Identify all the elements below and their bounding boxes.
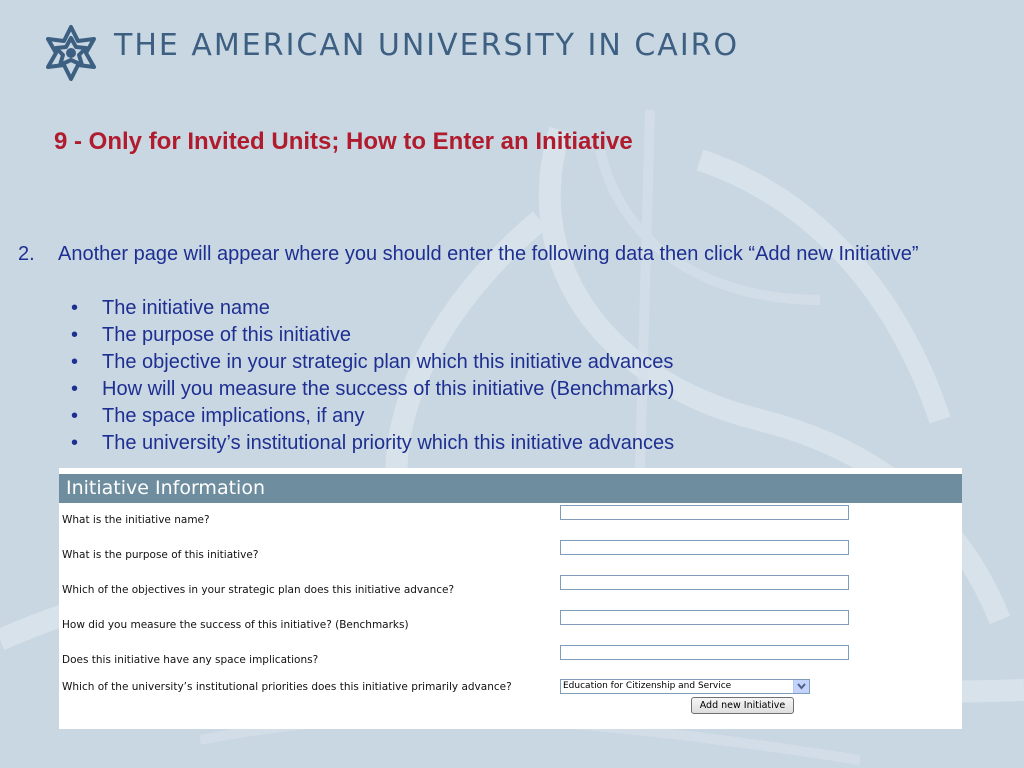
initiative-purpose-input[interactable] bbox=[560, 540, 849, 555]
initiative-name-label: What is the initiative name? bbox=[62, 514, 210, 526]
bullet-item bbox=[71, 403, 674, 430]
initiative-purpose-label: What is the purpose of this initiative? bbox=[62, 549, 259, 561]
bullet-text: The objective in your strategic plan which this initiative advances bbox=[102, 351, 674, 373]
bullet-text: The purpose of this initiative bbox=[102, 324, 352, 346]
bullet-icon: • bbox=[71, 297, 79, 319]
bullet-item bbox=[71, 376, 674, 403]
chevron-down-icon[interactable] bbox=[793, 680, 809, 693]
form-header: Initiative Information bbox=[59, 474, 962, 503]
benchmarks-input[interactable] bbox=[560, 610, 849, 625]
space-implications-label: Does this initiative have any space implications? bbox=[62, 654, 319, 666]
bullet-text: The space implications, if any bbox=[102, 405, 365, 427]
bullet-icon: • bbox=[71, 351, 79, 373]
bullet-icon: • bbox=[71, 324, 79, 346]
slide-title: 9 - Only for Invited Units; How to Enter an Initiative bbox=[54, 128, 633, 155]
step-number: 2. bbox=[18, 243, 35, 265]
add-new-initiative-button[interactable]: Add new Initiative bbox=[691, 697, 794, 714]
institutional-priority-label: Which of the university’s institutional priorities does this initiative primarily advance? bbox=[62, 681, 512, 693]
bullet-item bbox=[71, 349, 674, 376]
bullet-text: The initiative name bbox=[102, 297, 270, 319]
bullet-icon: • bbox=[71, 432, 79, 454]
step-text: Another page will appear where you should enter the following data then click “Add new Initiative” bbox=[58, 243, 919, 265]
bullet-item bbox=[71, 430, 674, 457]
strategic-objective-input[interactable] bbox=[560, 575, 849, 590]
bullet-icon: • bbox=[71, 405, 79, 427]
bullet-item bbox=[71, 322, 674, 349]
auc-star-logo-icon bbox=[42, 24, 100, 82]
bullet-item bbox=[71, 295, 674, 322]
benchmarks-label: How did you measure the success of this initiative? (Benchmarks) bbox=[62, 619, 409, 631]
bullet-list bbox=[71, 295, 674, 457]
initiative-name-input[interactable] bbox=[560, 505, 849, 520]
bullet-text: How will you measure the success of this initiative (Benchmarks) bbox=[102, 378, 675, 400]
bullet-icon: • bbox=[71, 378, 79, 400]
strategic-objective-label: Which of the objectives in your strategic plan does this initiative advance? bbox=[62, 584, 455, 596]
institutional-priority-value: Education for Citizenship and Service bbox=[563, 681, 732, 691]
bullet-text: The university’s institutional priority which this initiative advances bbox=[102, 432, 675, 454]
initiative-form-screenshot bbox=[59, 468, 962, 729]
university-name: THE AMERICAN UNIVERSITY IN CAIRO bbox=[114, 28, 740, 63]
university-header bbox=[0, 0, 1024, 95]
institutional-priority-select[interactable] bbox=[560, 679, 810, 694]
space-implications-input[interactable] bbox=[560, 645, 849, 660]
